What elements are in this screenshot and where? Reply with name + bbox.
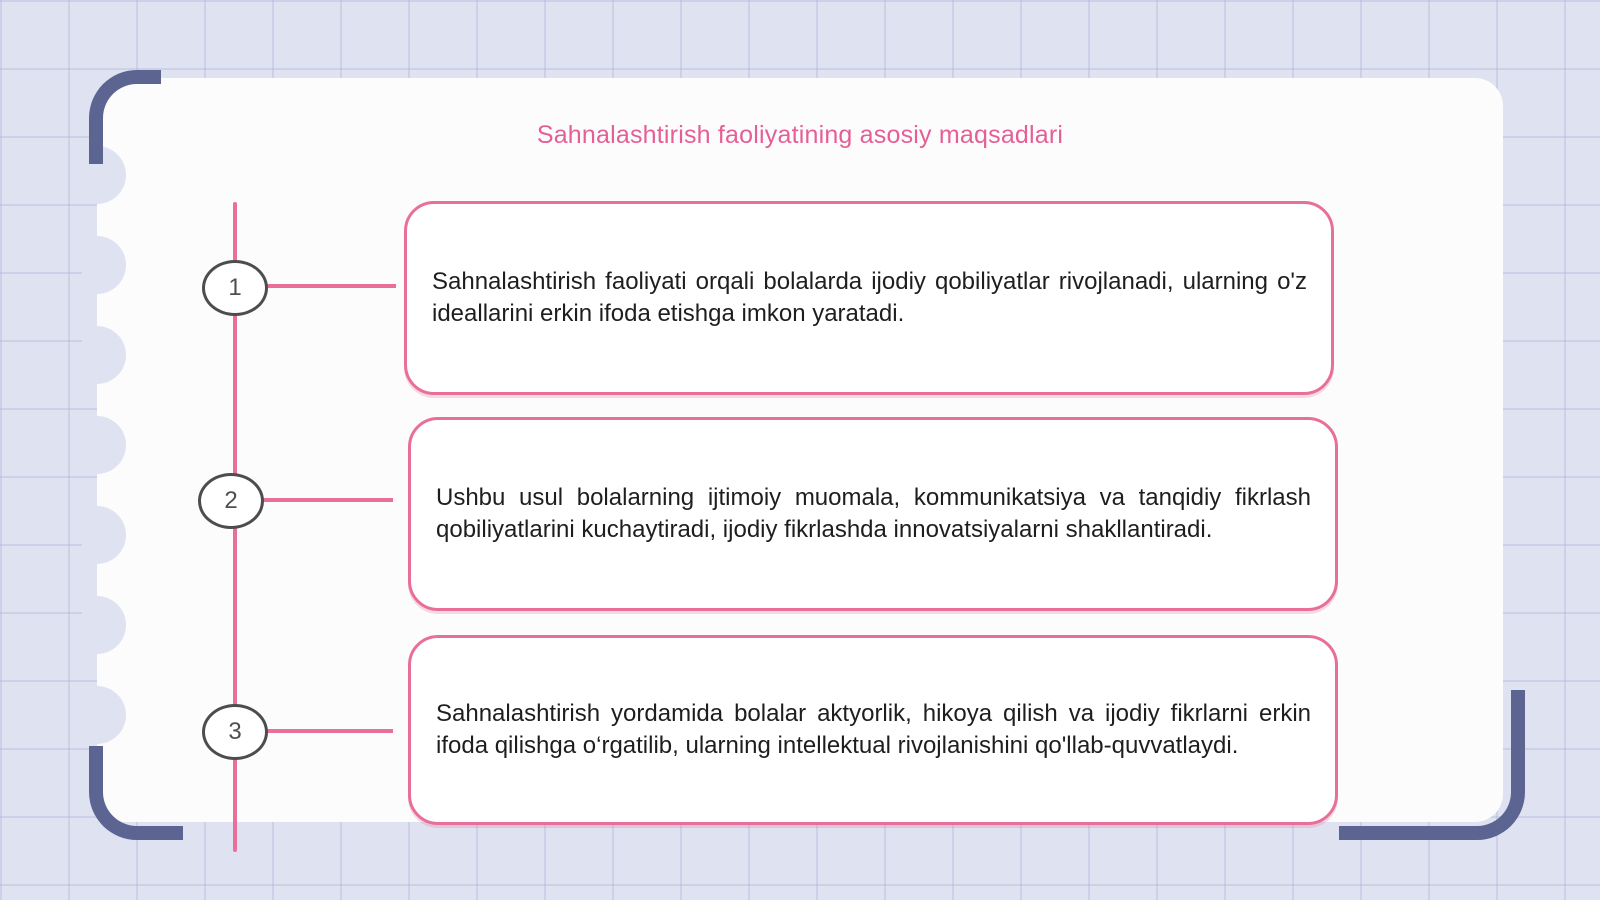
step-connector <box>263 498 393 502</box>
step-card <box>404 201 1334 395</box>
frame-corner-bottom-right <box>1339 690 1525 840</box>
step-card <box>408 417 1338 611</box>
slide-title: Sahnalashtirish faoliyatining asosiy maqsadlari <box>536 121 1064 149</box>
step-number-badge: 2 <box>198 473 264 529</box>
step-card-text: Ushbu usul bolalarning ijtimoiy muomala, kommunikatsiya va tanqidiy fikrlash qobiliyatlarini kuchaytiradi, ijodiy fikrlashda innovatsiyalarni shakllantiradi. <box>436 484 1311 543</box>
step-card-text: Sahnalashtirish yordamida bolalar aktyorlik, hikoya qilish va ijodiy fikrlarni erkin ifoda qilishga o‘rgatilib, ularning intellektual rivojlanishini qo'llab-quvvatlaydi. <box>436 700 1311 759</box>
frame-corner-top-left <box>89 70 161 164</box>
step-number-badge: 1 <box>202 260 268 316</box>
step-number-badge: 3 <box>202 704 268 760</box>
step-connector <box>266 729 393 733</box>
frame-corner-bottom-left <box>89 746 183 840</box>
step-connector <box>266 284 396 288</box>
step-card <box>408 635 1338 825</box>
step-card-text: Sahnalashtirish faoliyati orqali bolalarda ijodiy qobiliyatlar rivojlanadi, ularning o'z ideallarini erkin ifoda etishga imkon yaratadi. <box>432 268 1307 327</box>
